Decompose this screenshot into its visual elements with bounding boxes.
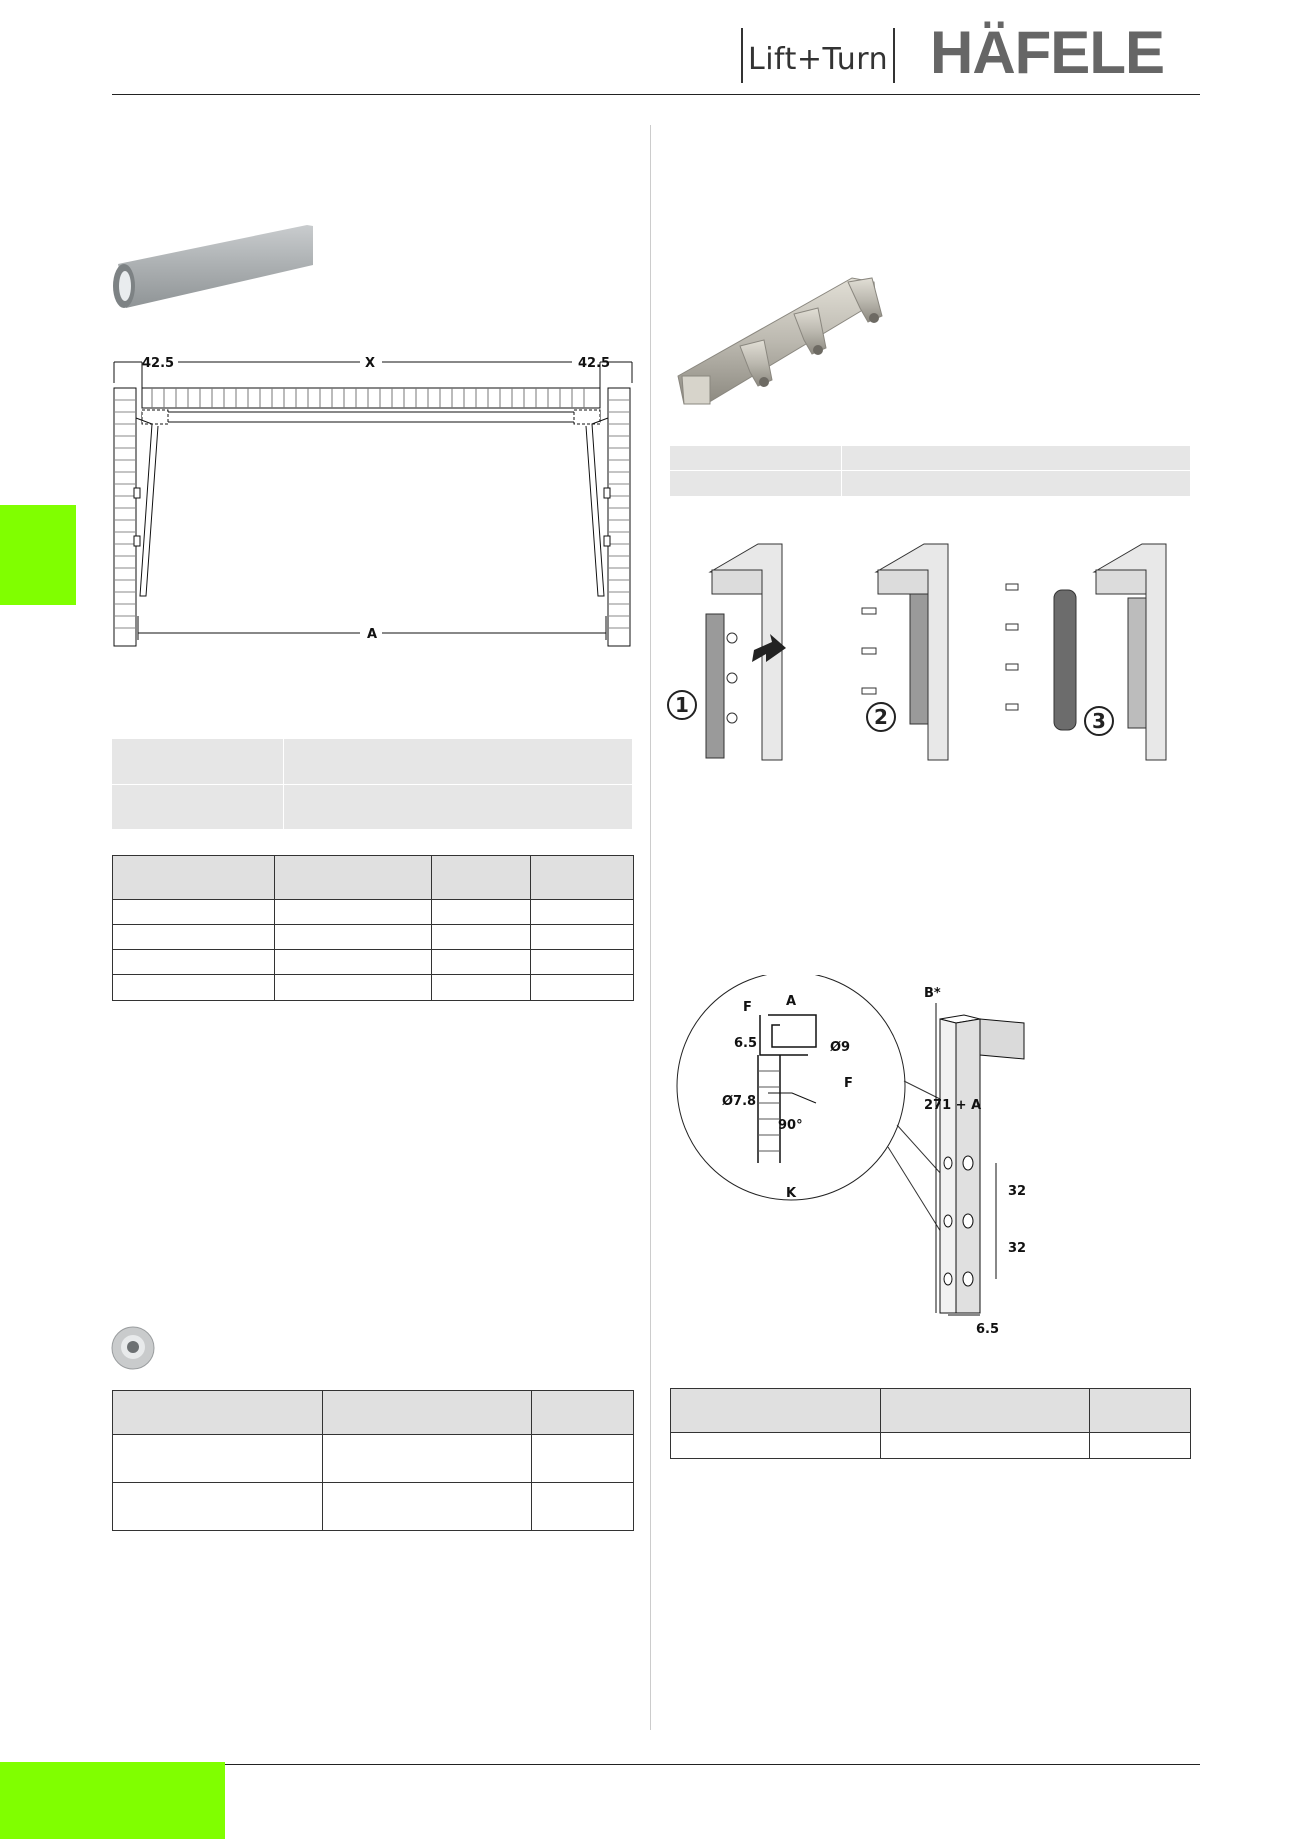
table-cell xyxy=(432,975,531,1001)
step-2-callout: 2 xyxy=(866,702,896,732)
left-shaded-box-col xyxy=(283,739,284,829)
table-header-cell xyxy=(432,856,531,900)
step-3-callout: 3 xyxy=(1084,706,1114,736)
table-cell xyxy=(113,925,275,950)
right-table xyxy=(670,1388,1191,1459)
right-shaded-box-col xyxy=(841,446,842,496)
brand-divider-right xyxy=(893,28,895,83)
dim-left-label: 42.5 xyxy=(142,356,175,371)
label-32-a: 32 xyxy=(1008,1184,1027,1199)
table-cell xyxy=(113,975,275,1001)
table-header-cell xyxy=(275,856,432,900)
column-divider xyxy=(650,125,651,1730)
label-f-side: F xyxy=(844,1076,853,1091)
left-table-1 xyxy=(112,855,634,1001)
dim-right-label: 42.5 xyxy=(578,356,611,371)
cap-button-image xyxy=(110,1325,156,1371)
table-header-cell xyxy=(323,1391,532,1435)
header-rule xyxy=(112,94,1200,95)
brand-product-logo: Lift+Turn xyxy=(748,42,889,77)
right-shaded-box xyxy=(670,446,1190,496)
dim-bottom-label: A xyxy=(367,627,378,642)
table-cell xyxy=(432,925,531,950)
table-header-cell xyxy=(881,1389,1090,1433)
footer-rule xyxy=(112,1764,1200,1765)
step-1-callout: 1 xyxy=(667,690,697,720)
label-90-deg: 90° xyxy=(778,1118,803,1133)
label-k: K xyxy=(786,1186,797,1201)
table-cell xyxy=(531,950,634,975)
side-tab-marker xyxy=(0,505,76,605)
left-shaded-box-rule xyxy=(112,784,632,785)
label-dia-7-8: Ø7.8 xyxy=(722,1094,757,1109)
table-cell xyxy=(113,1435,323,1483)
table-cell xyxy=(671,1433,881,1459)
label-a: A xyxy=(786,994,797,1009)
table-cell xyxy=(432,900,531,925)
label-b-star: B* xyxy=(924,986,941,1001)
table-header-cell xyxy=(1090,1389,1191,1433)
label-32-b: 32 xyxy=(1008,1241,1027,1256)
table-cell xyxy=(113,1483,323,1531)
table-cell xyxy=(323,1435,532,1483)
table-header-cell xyxy=(532,1391,634,1435)
brand-company-logo: HÄFELE xyxy=(930,19,1164,86)
table-header-cell xyxy=(113,1391,323,1435)
table-header-cell xyxy=(531,856,634,900)
right-shaded-box-rule xyxy=(670,470,1190,471)
tube-profile-image xyxy=(112,222,317,312)
dim-middle-label: X xyxy=(365,356,376,371)
label-271-a: 271 + A xyxy=(924,1098,982,1113)
table-cell xyxy=(531,925,634,950)
table-cell xyxy=(275,950,432,975)
label-dia-9: Ø9 xyxy=(830,1040,851,1055)
detail-dimension-labels xyxy=(668,975,1048,1335)
table-cell xyxy=(275,925,432,950)
corner-connector-image xyxy=(676,268,894,420)
table-header-cell xyxy=(671,1389,881,1433)
label-6-5-vert: 6.5 xyxy=(734,1036,758,1051)
table-cell xyxy=(881,1433,1090,1459)
table-cell xyxy=(531,900,634,925)
left-table-2 xyxy=(112,1390,634,1531)
table-cell xyxy=(532,1435,634,1483)
table-cell xyxy=(1090,1433,1191,1459)
label-f-top: F xyxy=(743,1000,752,1015)
table-cell xyxy=(323,1483,532,1531)
table-cell xyxy=(432,950,531,975)
table-cell xyxy=(532,1483,634,1531)
brand-divider-left xyxy=(741,28,743,83)
table-cell xyxy=(113,950,275,975)
table-cell xyxy=(113,900,275,925)
footer-tab-marker xyxy=(0,1762,225,1839)
table-cell xyxy=(275,900,432,925)
table-cell xyxy=(531,975,634,1001)
table-cell xyxy=(275,975,432,1001)
cabinet-section-drawing xyxy=(112,348,640,648)
label-6-5-bottom: 6.5 xyxy=(976,1322,1000,1335)
table-header-cell xyxy=(113,856,275,900)
